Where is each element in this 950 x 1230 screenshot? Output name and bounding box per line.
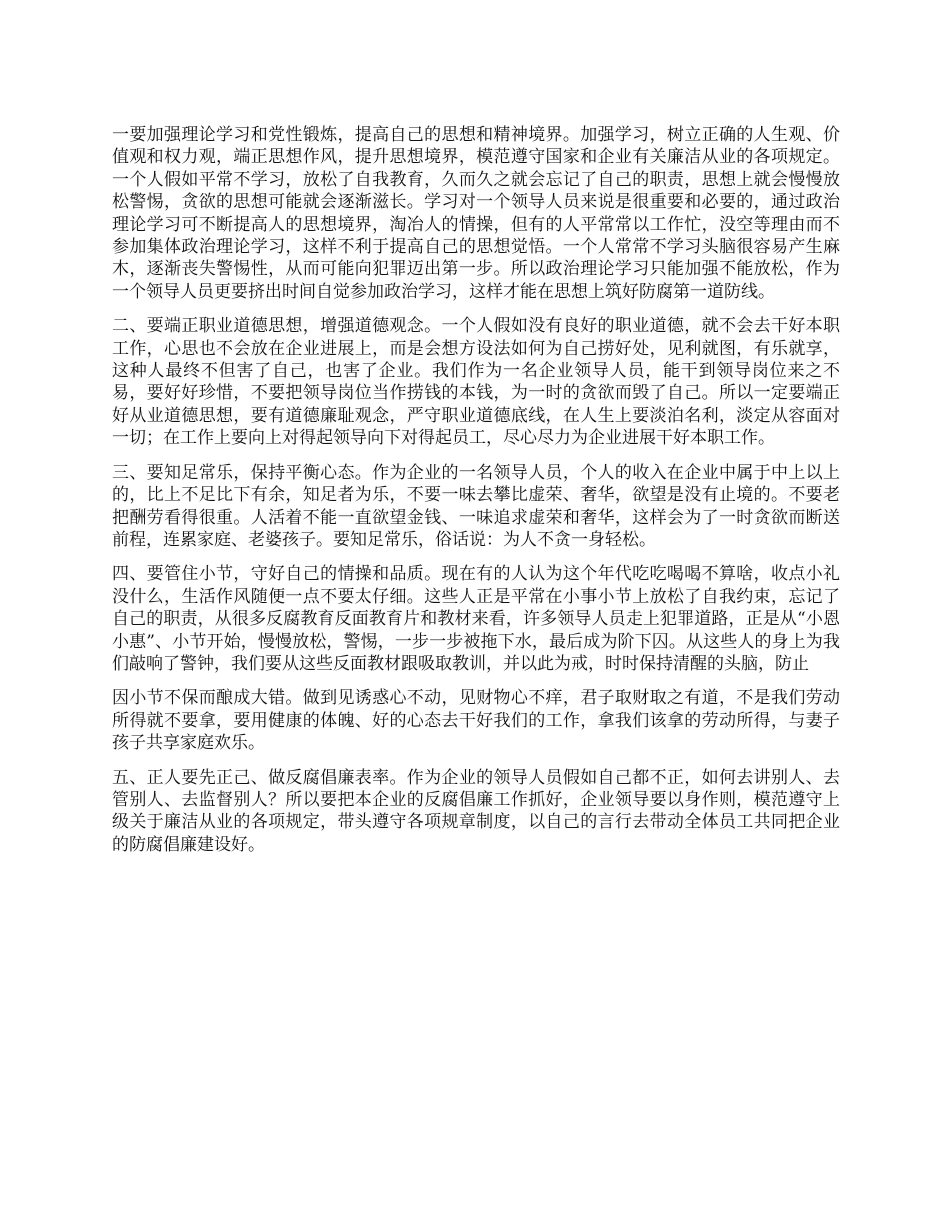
paragraph-1: 一要加强理论学习和党性锻炼，提高自己的思想和精神境界。加强学习，树立正确的人生观、价值观和权力观，端正思想作风，提升思想境界，模范遵守国家和企业有关廉洁从业的各项规定。一个人假如平常不学习，放松了自我教育，久而久之就会忘记了自己的职责，思想上就会慢慢放松警惕，贪欲的思想可能就会逐渐滋长。学习对一个领导人员来说是很重要和必要的，通过政治理论学习可不断提高人的思想境界，淘冶人的情操，但有的人平常常以工作忙，没空等理由而不参加集体政治理论学习，这样不利于提高自己的思想觉悟。一个人常常不学习头脑很容易产生麻木，逐渐丧失警惕性，从而可能向犯罪迈出第一步。所以政治理论学习只能加强不能放松，作为一个领导人员更要挤出时间自觉参加政治学习，这样才能在思想上筑好防腐第一道防线。 [112, 125, 840, 302]
paragraph-3: 三、要知足常乐，保持平衡心态。作为企业的一名领导人员，个人的收入在企业中属于中上以上的，比上不足比下有余，知足者为乐，不要一味去攀比虚荣、奢华，欲望是没有止境的。不要老把酬劳看得很重。人活着不能一直欲望金钱、一味追求虚荣和奢华，这样会为了一时贪欲而断送前程，连累家庭、老婆孩子。要知足常乐，俗话说：为人不贪一身轻松。 [112, 462, 840, 550]
paragraph-2: 二、要端正职业道德思想，增强道德观念。一个人假如没有良好的职业道德，就不会去干好本职工作，心思也不会放在企业进展上，而是会想方设法如何为自己捞好处，见利就图，有乐就享，这种人最终不但害了自己，也害了企业。我们作为一名企业领导人员，能干到领导岗位来之不易，要好好珍惜，不要把领导岗位当作捞钱的本钱，为一时的贪欲而毁了自己。所以一定要端正好从业道德思想，要有道德廉耻观念，严守职业道德底线，在人生上要淡泊名利，淡定从容面对一切；在工作上要向上对得起领导向下对得起员工，尽心尽力为企业进展干好本职工作。 [112, 316, 840, 449]
paragraph-6: 五、正人要先正己、做反腐倡廉表率。作为企业的领导人员假如自己都不正，如何去讲别人、去管别人、去监督别人？所以要把本企业的反腐倡廉工作抓好，企业领导要以身作则，模范遵守上级关于廉洁从业的各项规定，带头遵守各项规章制度，以自己的言行去带动全体员工共同把企业的防腐倡廉建设好。 [112, 767, 840, 855]
document-body [112, 124, 840, 868]
paragraph-4: 四、要管住小节，守好自己的情操和品质。现在有的人认为这个年代吃吃喝喝不算啥，收点小礼没什么，生活作风随便一点不要太仔细。这些人正是平常在小事小节上放松了自我约束，忘记了自己的职责，从很多反腐教育反面教育片和教材来看，许多领导人员走上犯罪道路，正是从“小恩小惠”、小节开始，慢慢放松，警惕，一步一步被拖下水，最后成为阶下囚。从这些人的身上为我们敲响了警钟，我们要从这些反面教材跟吸取教训，并以此为戒，时时保持清醒的头脑，防止 [112, 564, 840, 674]
paragraph-5: 因小节不保而酿成大错。做到见诱惑心不动，见财物心不痒，君子取财取之有道，不是我们劳动所得就不要拿，要用健康的体魄、好的心态去干好我们的工作，拿我们该拿的劳动所得，与妻子孩子共享家庭欢乐。 [112, 688, 840, 754]
